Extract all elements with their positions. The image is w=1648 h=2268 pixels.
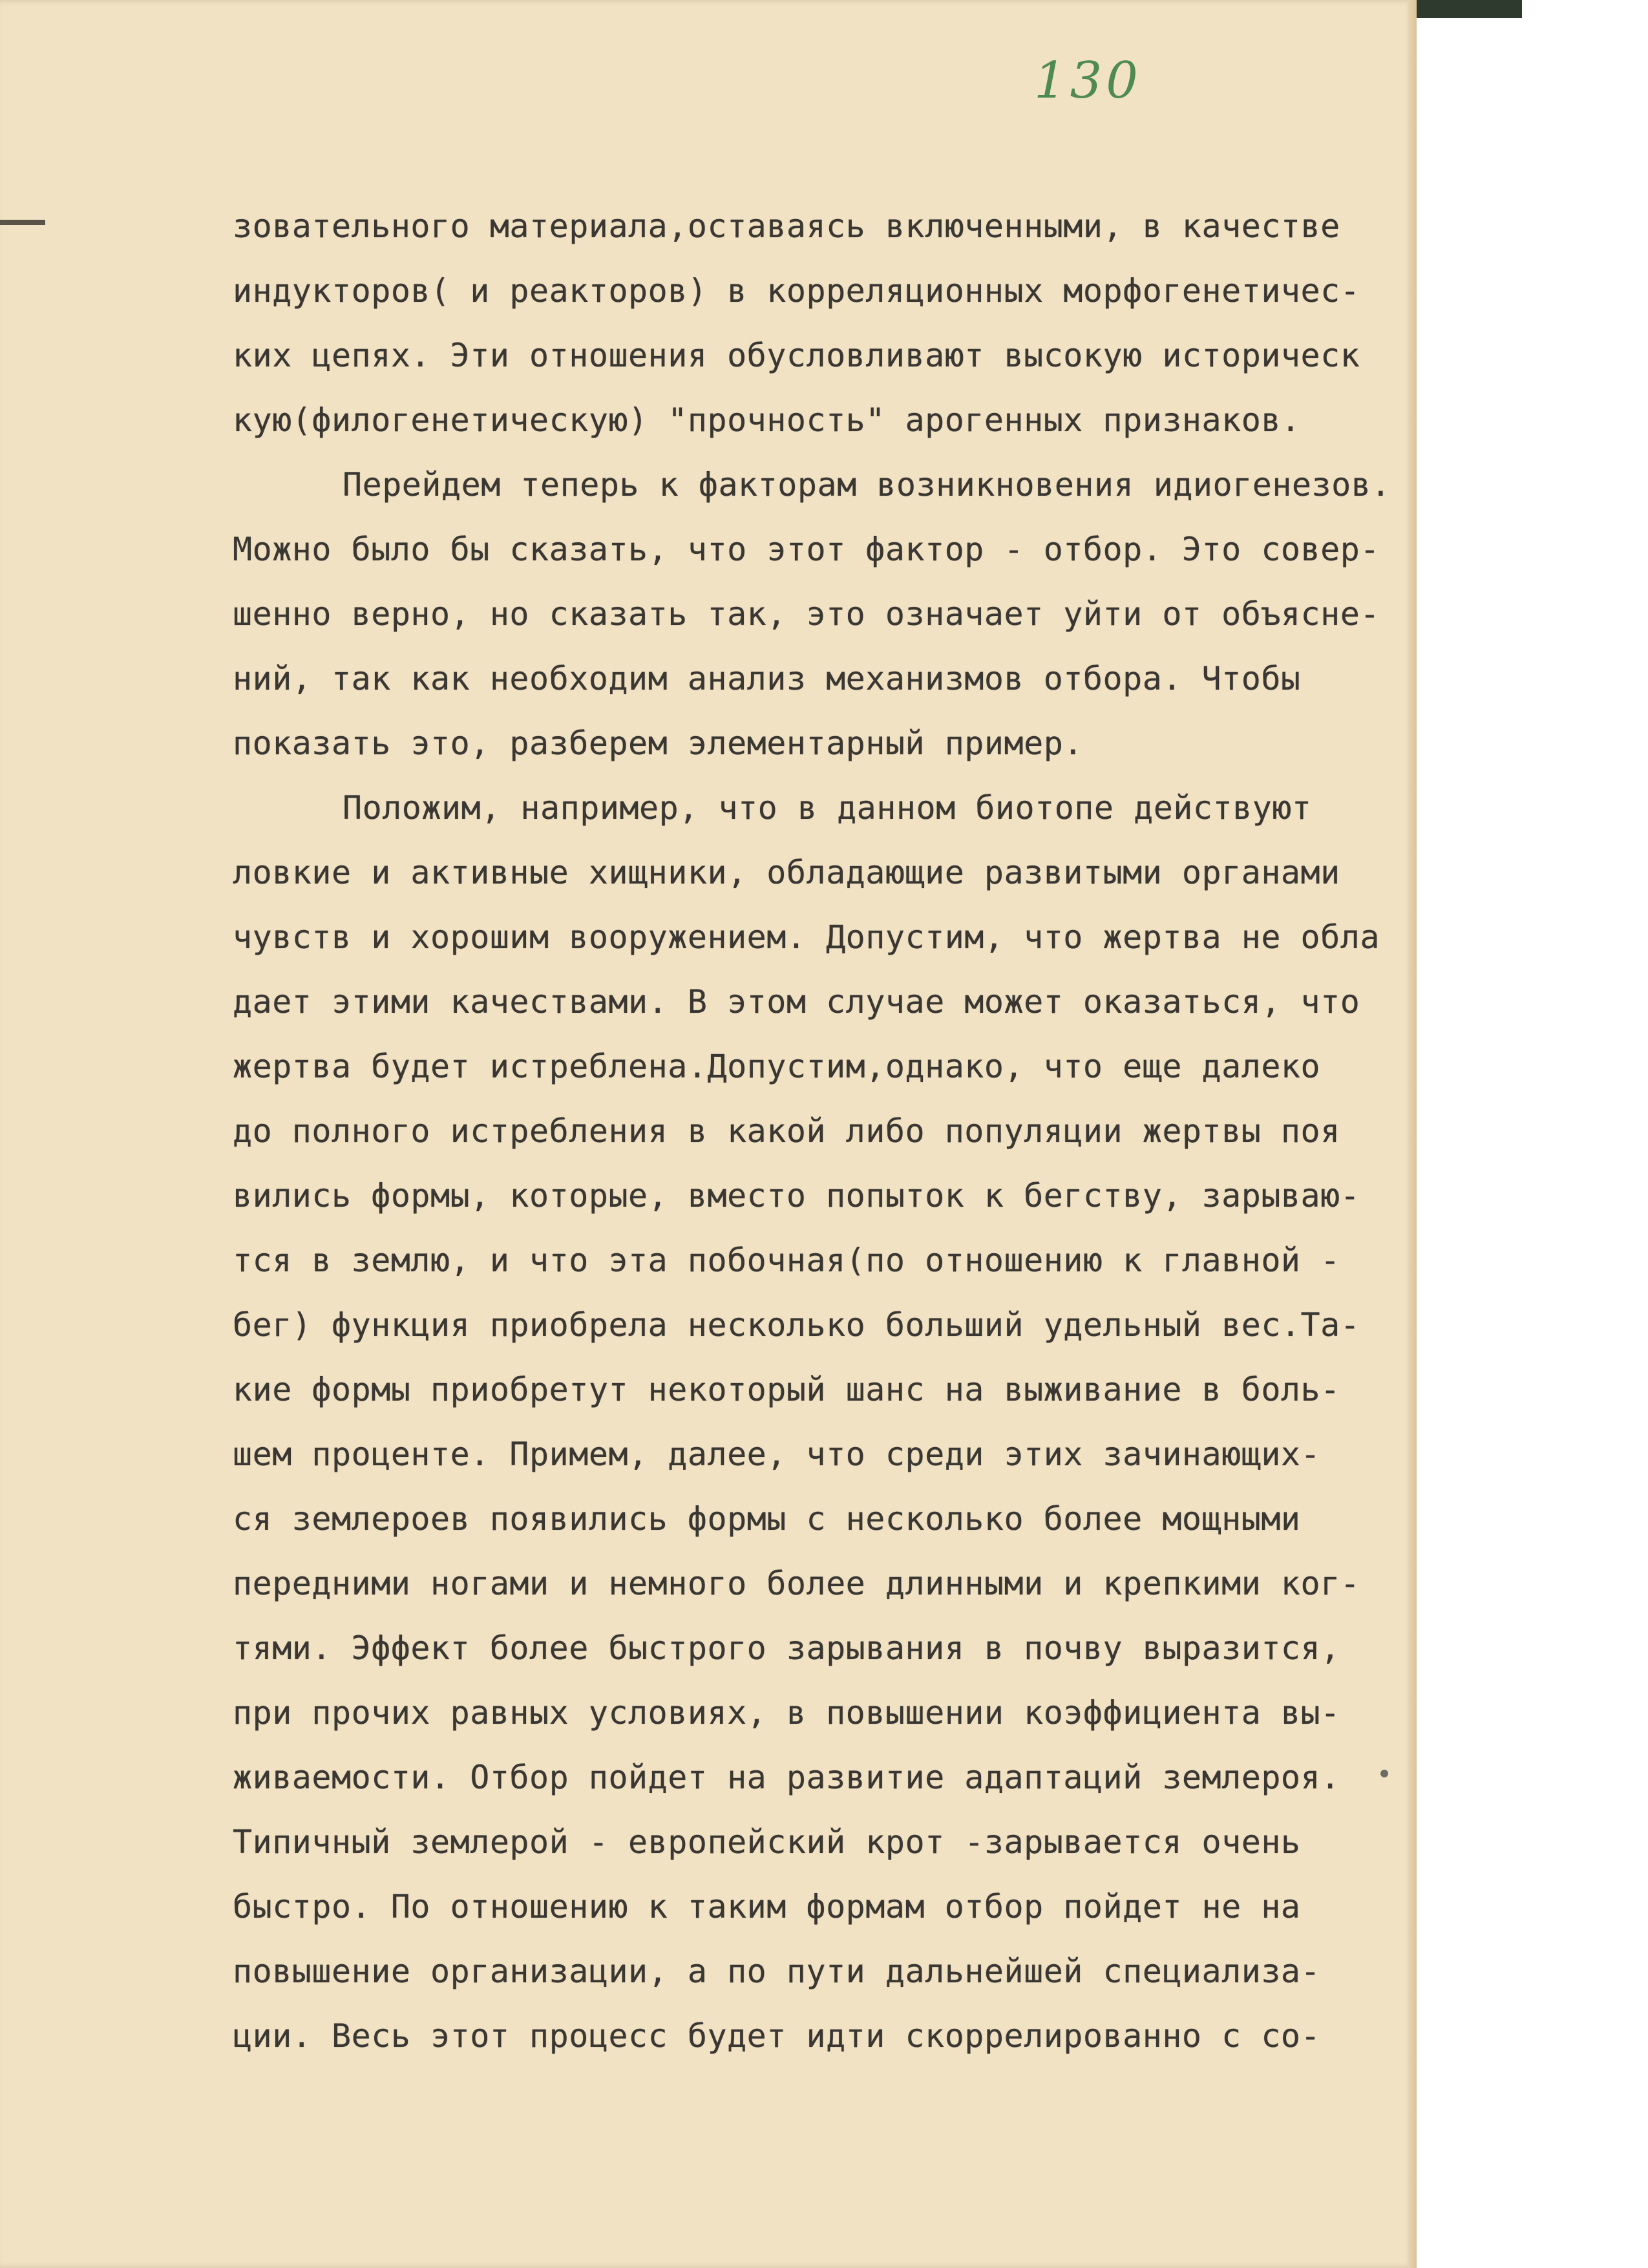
text-line: показать это, разберем элементарный пример. xyxy=(233,725,1083,762)
text-line: жертва будет истреблена.Допустим,однако, что еще далеко xyxy=(233,1048,1321,1085)
page-number: 130 xyxy=(1034,52,1142,110)
text-line: кие формы приобретут некоторый шанс на выживание в боль- xyxy=(233,1371,1340,1408)
text-line: ких цепях. Эти отношения обусловливают высокую историческ xyxy=(233,337,1360,374)
text-line: живаемости. Отбор пойдет на развитие адаптаций землероя. xyxy=(233,1759,1340,1796)
text-line: Можно было бы сказать, что этот фактор - отбор. Это совер- xyxy=(233,531,1380,568)
text-line: при прочих равных условиях, в повышении коэффициента вы- xyxy=(233,1694,1340,1732)
text-line: ции. Весь этот процесс будет идти скоррелированно с со- xyxy=(233,2017,1321,2055)
text-line: передними ногами и немного более длинными и крепкими ког- xyxy=(233,1565,1360,1602)
text-line: вились формы, которые, вместо попыток к бегству, зарываю- xyxy=(233,1177,1360,1214)
binding-mark xyxy=(0,220,45,225)
text-line: индукторов( и реакторов) в корреляционных морфогенетичес- xyxy=(233,272,1360,310)
text-line: бег) функция приобрела несколько больший удельный вес.Та- xyxy=(233,1306,1360,1344)
text-line: чувств и хорошим вооружением. Допустим, что жертва не обла xyxy=(233,918,1380,956)
text-line: тями. Эффект более быстрого зарывания в почву выразится, xyxy=(233,1629,1340,1667)
page-edge xyxy=(1408,0,1417,2268)
text-line: повышение организации, а по пути дальнейшей специализа- xyxy=(233,1953,1321,1990)
text-line: тся в землю, и что эта побочная(по отношению к главной - xyxy=(233,1242,1340,1279)
background-edge xyxy=(1412,0,1522,18)
text-line: Положим, например, что в данном биотопе действуют xyxy=(343,789,1312,827)
text-line: ся землероев появились формы с несколько более мощными xyxy=(233,1500,1301,1538)
text-line: шенно верно, но сказать так, это означает уйти от объясне- xyxy=(233,595,1380,633)
text-line: дает этими качествами. В этом случае может оказаться, что xyxy=(233,983,1360,1021)
text-line: Типичный землерой - европейский крот -зарывается очень xyxy=(233,1823,1301,1861)
text-line: кую(филогенетическую) "прочность" арогенных признаков. xyxy=(233,401,1301,439)
text-line: ний, так как необходим анализ механизмов отбора. Чтобы xyxy=(233,660,1301,697)
text-line: быстро. По отношению к таким формам отбор пойдет не на xyxy=(233,1888,1301,1925)
text-line: до полного истребления в какой либо популяции жертвы поя xyxy=(233,1112,1340,1150)
text-line: Перейдем теперь к факторам возникновения идиогенезов. xyxy=(343,466,1391,503)
text-line: шем проценте. Примем, далее, что среди этих зачинающих- xyxy=(233,1436,1321,1473)
body-text xyxy=(233,194,1409,2068)
text-line: зовательного материала,оставаясь включенными, в качестве xyxy=(233,207,1340,245)
text-line: ловкие и активные хищники, обладающие развитыми органами xyxy=(233,854,1340,891)
